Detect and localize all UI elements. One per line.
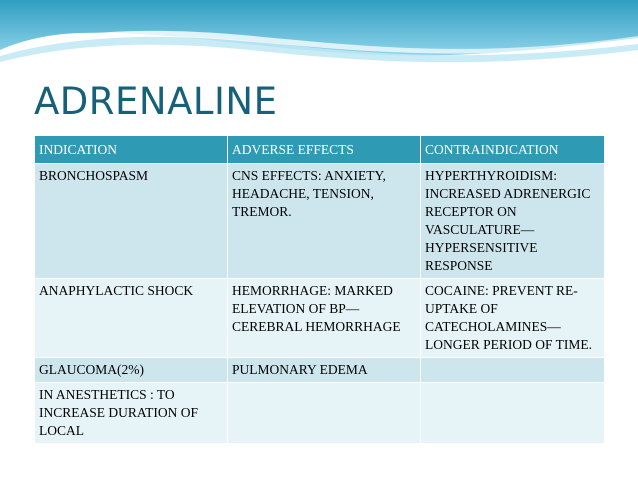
table-row xyxy=(35,279,605,358)
table-row xyxy=(35,383,605,444)
table-cell xyxy=(421,279,605,358)
cell-text: HEMORRHAGE: MARKED ELEVATION OF BP—CEREBRAL HEMORRHAGE xyxy=(232,283,401,334)
table-cell xyxy=(421,383,605,444)
cell-text: BRONCHOSPASM xyxy=(39,168,149,183)
decorative-wave-banner xyxy=(0,0,638,80)
header-contraindication: CONTRAINDICATION xyxy=(421,136,605,164)
table-cell xyxy=(228,383,421,444)
cell-text: ANAPHYLACTIC SHOCK xyxy=(39,283,194,298)
header-adverse-effects: ADVERSE EFFECTS xyxy=(228,136,421,164)
adrenaline-table xyxy=(34,135,605,444)
table-cell xyxy=(35,383,228,444)
table-cell xyxy=(421,164,605,279)
table-cell xyxy=(35,279,228,358)
table-row xyxy=(35,358,605,383)
header-indication: INDICATION xyxy=(35,136,228,164)
cell-text: GLAUCOMA(2%) xyxy=(39,362,144,377)
table-cell xyxy=(35,164,228,279)
cell-text: IN ANESTHETICS : TO INCREASE DURATION OF LOCAL xyxy=(39,387,199,438)
cell-text: PULMONARY EDEMA xyxy=(232,362,368,377)
table-cell xyxy=(228,164,421,279)
cell-text: CNS EFFECTS: ANXIETY, HEADACHE, TENSION, TREMOR. xyxy=(232,168,386,219)
table-cell xyxy=(228,358,421,383)
table-cell xyxy=(35,358,228,383)
cell-text: COCAINE: PREVENT RE-UPTAKE OF CATECHOLAMINES—LONGER PERIOD OF TIME. xyxy=(425,283,593,352)
table-header-row xyxy=(35,136,605,164)
table-row xyxy=(35,164,605,279)
table-cell xyxy=(421,358,605,383)
cell-text: HYPERTHYROIDISM: INCREASED ADRENERGIC RECEPTOR ON VASCULATURE—HYPERSENSITIVE RESPONSE xyxy=(425,168,591,273)
page-title: ADRENALINE xyxy=(34,80,278,123)
table-cell xyxy=(228,279,421,358)
